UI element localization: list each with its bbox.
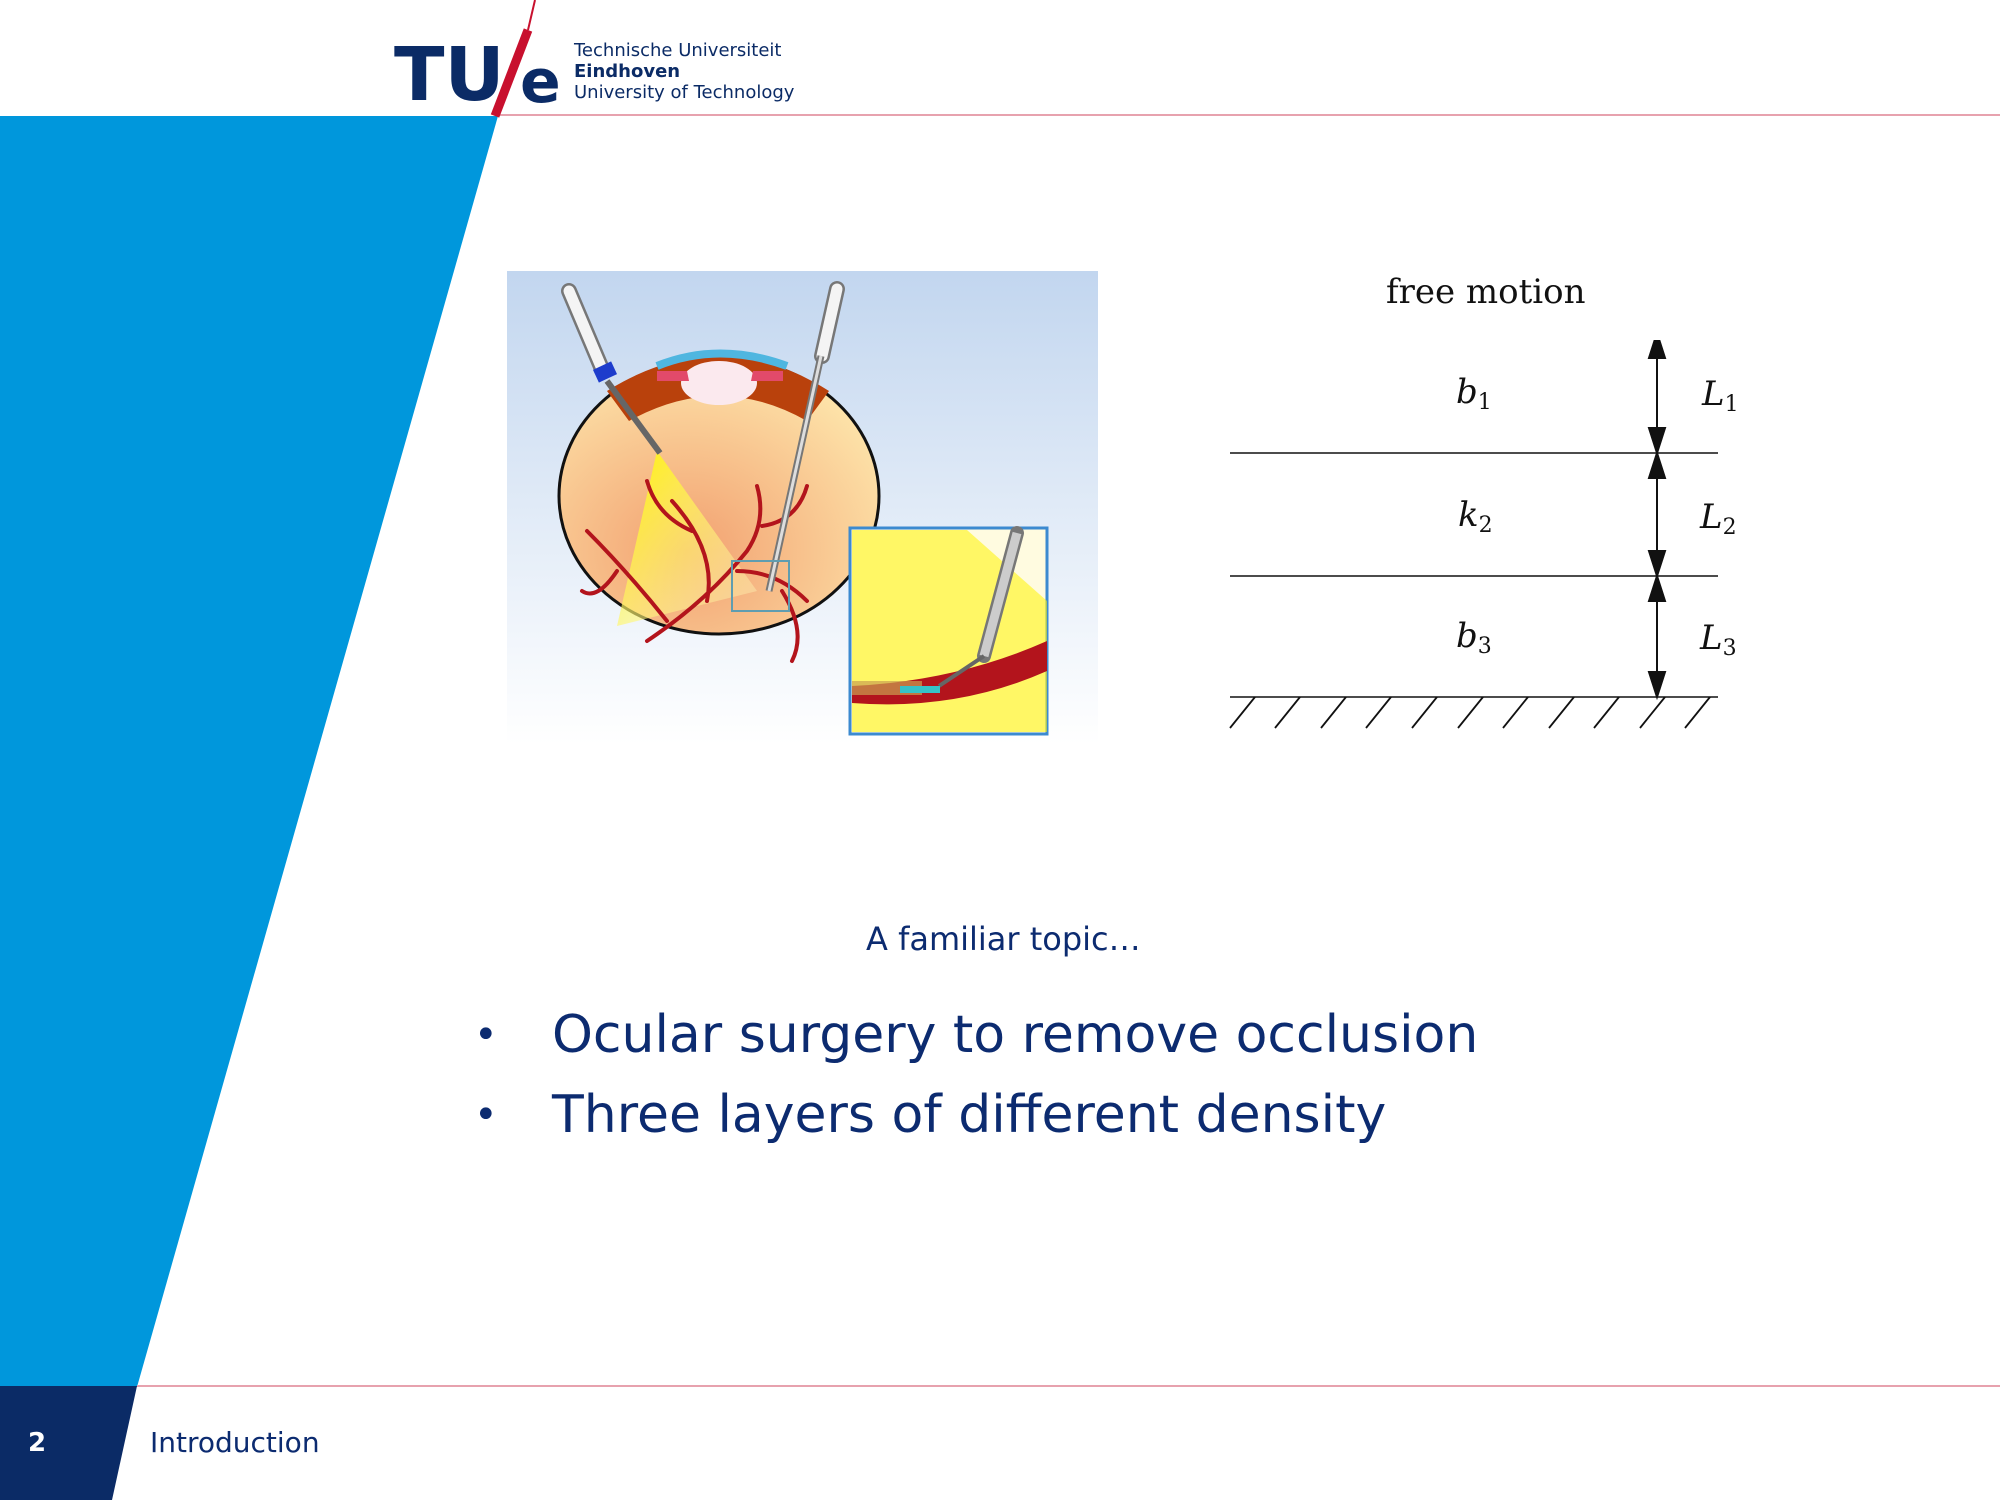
logo-line-3: University of Technology bbox=[574, 82, 795, 103]
ground-hatching bbox=[1230, 697, 1710, 728]
logo-line-1: Technische Universiteit bbox=[574, 40, 782, 61]
page-number: 2 bbox=[28, 1428, 47, 1458]
page-number-block bbox=[0, 1386, 137, 1500]
svg-text:TU: TU bbox=[394, 32, 505, 118]
svg-text:e: e bbox=[520, 47, 561, 117]
layer-2-param: $k_2$ bbox=[1458, 495, 1493, 538]
layer-1-length: $L_1$ bbox=[1702, 374, 1739, 417]
slide-caption: A familiar topic… bbox=[866, 920, 1141, 958]
tue-logo-icon bbox=[394, 0, 561, 118]
bullet-list bbox=[470, 995, 1478, 1155]
layer-2-length: $L_2$ bbox=[1700, 497, 1737, 540]
bullet-item: • Ocular surgery to remove occlusion bbox=[470, 995, 1478, 1075]
zoom-inset bbox=[850, 528, 1047, 734]
layer-diagram bbox=[1222, 340, 1762, 740]
logo-line-2: Eindhoven bbox=[574, 61, 681, 82]
university-name bbox=[574, 40, 794, 103]
brand-diagonal-band bbox=[0, 116, 498, 1387]
layer-1-param: $b_1$ bbox=[1456, 372, 1492, 415]
layer-3-param: $b_3$ bbox=[1456, 616, 1492, 659]
dimension-arrows bbox=[1649, 340, 1665, 697]
layer-3-length: $L_3$ bbox=[1700, 618, 1737, 661]
section-label: Introduction bbox=[150, 1426, 320, 1459]
bullet-item: • Three layers of different density bbox=[470, 1075, 1478, 1155]
eye-surgery-illustration bbox=[507, 271, 1098, 744]
free-motion-label: free motion bbox=[1386, 272, 1586, 312]
